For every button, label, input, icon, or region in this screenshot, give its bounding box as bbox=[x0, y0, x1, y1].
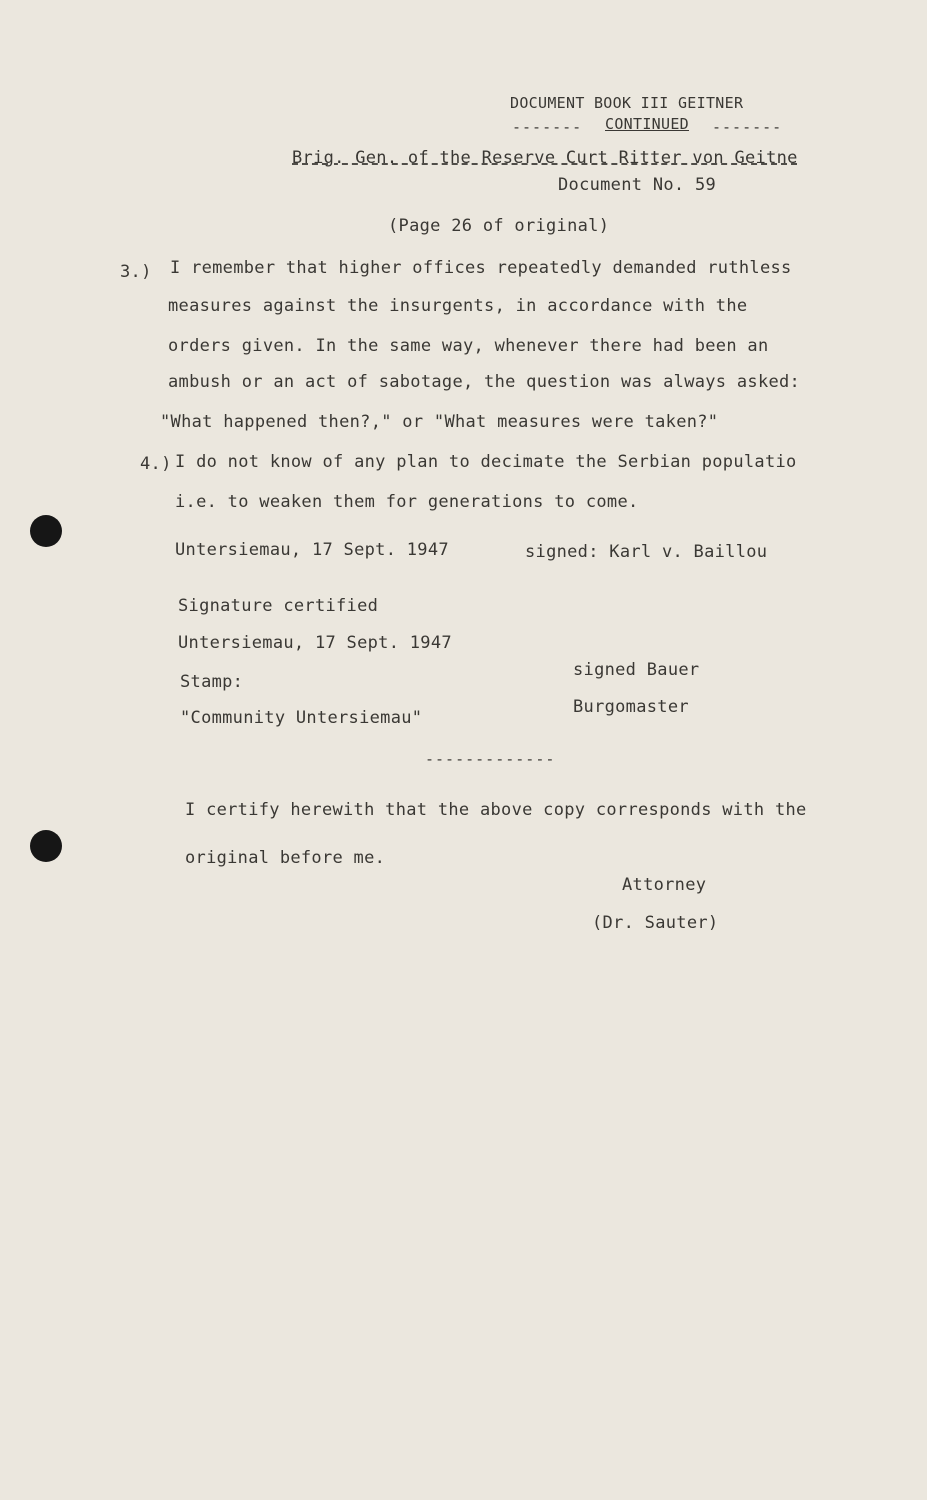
separator-line: ------------- bbox=[425, 750, 556, 768]
stamp-label: Stamp: bbox=[180, 672, 244, 692]
item-3-line-1: I remember that higher offices repeatedly demanded ruthless bbox=[170, 258, 792, 278]
stamp-text: "Community Untersiemau" bbox=[180, 708, 423, 728]
attorney-name: (Dr. Sauter) bbox=[592, 913, 719, 933]
item-3-line-4: ambush or an act of sabotage, the question was always asked: bbox=[168, 372, 801, 392]
place-date: Untersiemau, 17 Sept. 1947 bbox=[175, 540, 449, 560]
item-4-number: 4.) bbox=[140, 454, 172, 474]
document-number: Document No. 59 bbox=[558, 175, 717, 195]
continued-dashes-right: ------- bbox=[712, 118, 783, 136]
attorney-label: Attorney bbox=[622, 875, 707, 895]
book-header: DOCUMENT BOOK III GEITNER bbox=[510, 94, 744, 112]
item-3-line-5: "What happened then?," or "What measures were taken?" bbox=[160, 412, 719, 432]
item-4-line-2: i.e. to weaken them for generations to come. bbox=[175, 492, 639, 512]
item-3-line-2: measures against the insurgents, in accordance with the bbox=[168, 296, 748, 316]
page-reference: (Page 26 of original) bbox=[388, 216, 610, 236]
item-3-number: 3.) bbox=[120, 262, 152, 282]
subject-line: Brig. Gen. of the Reserve Curt Ritter von Geitne bbox=[292, 148, 798, 168]
continued-dashes-left: ------- bbox=[512, 118, 583, 136]
item-3-line-3: orders given. In the same way, whenever there had been an bbox=[168, 336, 769, 356]
punch-hole-top bbox=[30, 515, 62, 547]
attestation-line-2: original before me. bbox=[185, 848, 386, 868]
continued-label: CONTINUED bbox=[605, 115, 689, 133]
punch-hole-bottom bbox=[30, 830, 62, 862]
signed-by: signed: Karl v. Baillou bbox=[525, 542, 768, 562]
attestation-line-1: I certify herewith that the above copy corresponds with the bbox=[185, 800, 807, 820]
item-4-line-1: I do not know of any plan to decimate the Serbian populatio bbox=[175, 452, 797, 472]
burgomaster-signed: signed Bauer bbox=[573, 660, 700, 680]
certification-place-date: Untersiemau, 17 Sept. 1947 bbox=[178, 633, 452, 653]
burgomaster-title: Burgomaster bbox=[573, 697, 689, 717]
signature-certified: Signature certified bbox=[178, 596, 379, 616]
